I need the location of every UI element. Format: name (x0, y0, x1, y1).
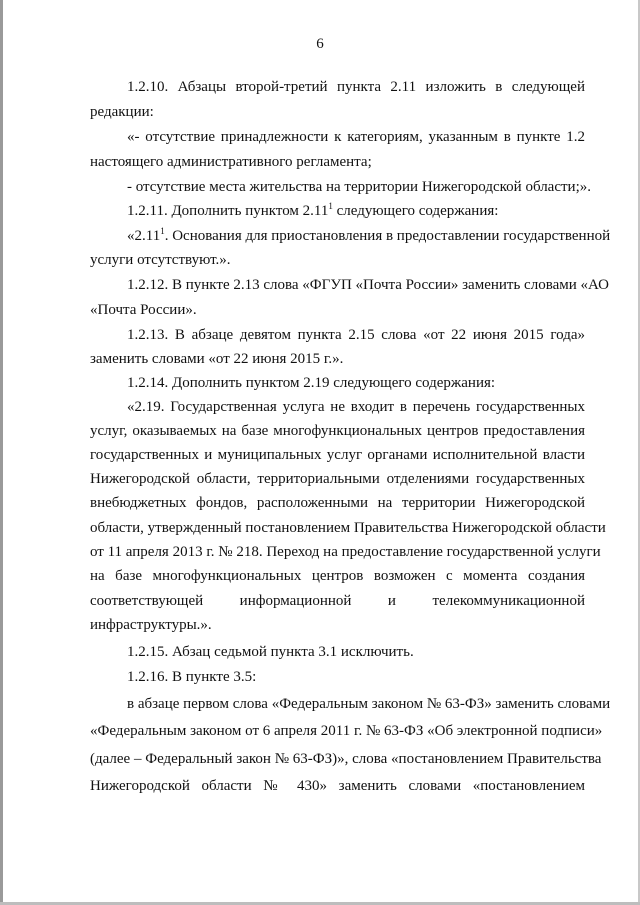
text-line (90, 616, 585, 634)
text-line (90, 777, 585, 795)
line-text: услуги отсутствуют.». (90, 252, 231, 268)
text-line (127, 326, 585, 344)
text-line (90, 543, 601, 561)
text-line (90, 567, 585, 585)
scan-left-edge (0, 0, 3, 905)
line-text: заменить словами «от 22 июня 2015 г.». (90, 351, 344, 367)
line-text: инфраструктуры.». (90, 617, 212, 633)
line-text: соответствующей информационной и телекоммуникационной (90, 593, 585, 609)
line-text: «2.11 (127, 228, 161, 244)
line-text: «Почта России». (90, 302, 197, 318)
line-text: от 11 апреля 2013 г. № 218. Переход на предоставление государственной услуги (90, 544, 601, 560)
text-line (127, 178, 591, 196)
superscript: 1 (328, 201, 333, 211)
line-text: 1.2.11. Дополнить пунктом 2.11 (127, 203, 329, 219)
text-line (90, 422, 585, 440)
text-line (90, 592, 585, 610)
text-line (90, 470, 585, 488)
line-text: 1.2.16. В пункте 3.5: (127, 669, 257, 685)
text-line (90, 494, 585, 512)
line-text: «Федеральным законом от 6 апреля 2011 г. № 63-ФЗ «Об электронной подписи» (90, 723, 603, 739)
line-text: 1.2.12. В пункте 2.13 слова «ФГУП «Почта России» заменить словами «АО (127, 277, 609, 293)
text-line (90, 153, 585, 171)
line-text: - отсутствие места жительства на территории Нижегородской области;». (127, 179, 591, 195)
text-line (127, 668, 585, 686)
line-text: 1.2.10. Абзацы второй-третий пункта 2.11 изложить в следующей (127, 79, 585, 95)
line-text: редакции: (90, 104, 154, 120)
line-text: «2.19. Государственная услуга не входит в перечень государственных (127, 399, 585, 415)
line-text: Нижегородской области № 430» заменить словами «постановлением (90, 778, 585, 794)
line-text: на базе многофункциональных центров возможен с момента создания (90, 568, 585, 584)
line-text: (далее – Федеральный закон № 63-ФЗ)», слова «постановлением Правительства (90, 751, 602, 767)
text-line (127, 398, 585, 416)
text-line (127, 643, 585, 661)
line-text: государственных и муниципальных услуг органами исполнительной власти (90, 447, 585, 463)
text-line (127, 276, 609, 294)
line-text: в абзаце первом слова «Федеральным законом № 63-ФЗ» заменить словами (127, 696, 611, 712)
line-text: услуг, оказываемых на базе многофункциональных центров предоставления (90, 423, 585, 439)
line-text: «- отсутствие принадлежности к категориям, указанным в пункте 1.2 (127, 129, 585, 145)
line-text: 1.2.14. Дополнить пунктом 2.19 следующего содержания: (127, 375, 496, 391)
text-line (90, 722, 603, 740)
text-line (90, 103, 585, 121)
line-text-tail: . Основания для приостановления в предоставлении государственной (164, 228, 611, 244)
text-line (90, 301, 585, 319)
text-line (127, 78, 585, 96)
text-line (127, 695, 611, 713)
text-line (90, 750, 602, 768)
text-line (90, 446, 585, 464)
superscript: 1 (160, 226, 165, 236)
text-line (127, 128, 585, 146)
line-text: 1.2.13. В абзаце девятом пункта 2.15 слова «от 22 июня 2015 года» (127, 327, 585, 343)
text-line (127, 226, 611, 245)
text-line (90, 350, 585, 368)
text-line (90, 519, 606, 537)
page-number: 6 (316, 36, 324, 52)
line-text: области, утвержденный постановлением Правительства Нижегородской области (90, 520, 606, 536)
text-line (127, 374, 585, 392)
text-line (90, 251, 585, 269)
line-text: настоящего административного регламента; (90, 154, 372, 170)
line-text: Нижегородской области, территориальными отделениями государственных (90, 471, 585, 487)
line-text: 1.2.15. Абзац седьмой пункта 3.1 исключить. (127, 644, 414, 660)
line-text: внебюджетных фондов, расположенными на территории Нижегородской (90, 495, 585, 511)
text-line (127, 202, 585, 220)
line-text-tail: следующего содержания: (332, 203, 499, 219)
